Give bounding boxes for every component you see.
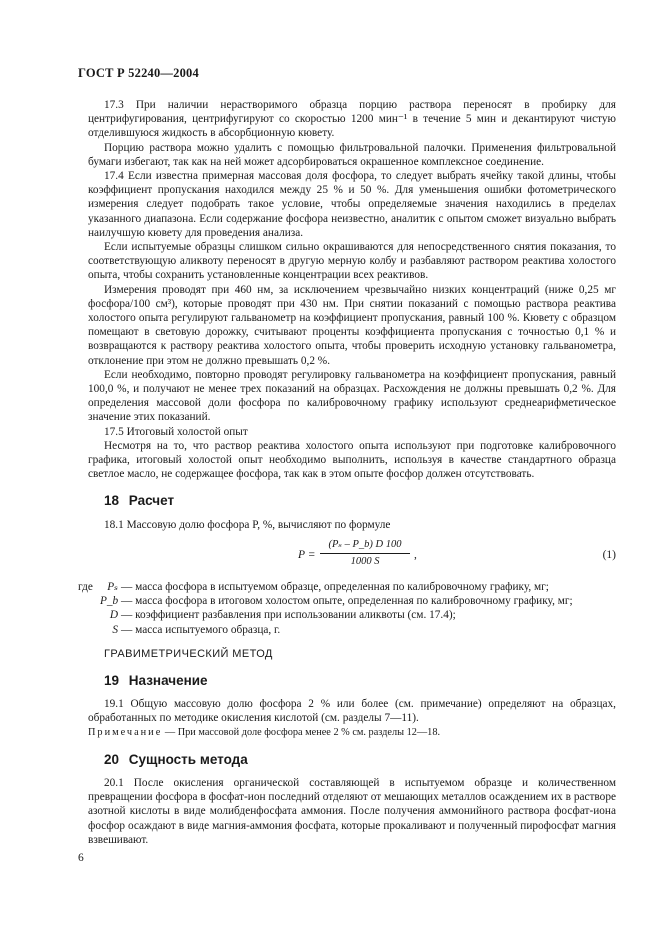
paragraph-17-4: 17.4 Если известна примерная массовая доля фосфора, то следует выбрать ячейку такой длины, чтобы коэффициент пропускания находился между 25 % и 50 %. Для уменьшения ошибки фотометрического измерения следует подобрать такое условие, чтобы определяемые значения находились в пределах указанного диапазона. Если содержание фосфора неизвестно, аналитик с опытом сможет визуально выбрать наилучшую кювету для проведения анализа. [88,170,616,239]
variable-row [78,594,616,608]
section-title: Сущность метода [128,751,248,767]
variable-definitions [78,580,616,637]
variable-description: — масса испытуемого образца, г. [121,623,281,636]
paragraph-filter: Порцию раствора можно удалить с помощью фильтровальной палочки. Применения фильтровальной бумаги избегают, так как на ней может адсорбироваться окрашенное комплексное соединение. [88,141,616,168]
formula-lhs: P = [298,548,316,561]
where-word [78,608,100,622]
method-heading: ГРАВИМЕТРИЧЕСКИЙ МЕТОД [104,647,273,660]
formula-numerator: (Pₛ – P_b) D 100 [320,538,410,554]
paragraph-measurement: Измерения проводят при 460 нм, за исключением чрезвычайно низких концентраций (ниже 0,25 мг фосфора/100 см³), которые проводят при 430 нм. При снятии показаний с помощью раствора реактива холостого опыта регулируют гальванометр на коэффициент пропускания, равный 100 %. Кювету с образцом помещают в световую дорожку, считывают проценты коэффициента пропускания с точностью 0,1 % и возвращаются к раствору реактива холостого опыта, чтобы проверить исходную установку гальванометра, отклонение при этом не должно превышать 0,2 %. [88,283,616,367]
note-label: Примечание [88,726,163,738]
section-number: 20 [104,751,120,767]
variable-description: — масса фосфора в испытуемом образце, определенная по калибровочному графику, мг; [121,580,549,593]
formula-number: (1) [602,548,616,561]
variable-description: — масса фосфора в итоговом холостом опыте, определенная по калибровочному графику, мг; [121,595,573,608]
paragraph-19-1: 19.1 Общую массовую долю фосфора 2 % или более (см. примечание) определяют на образцах, обработанных по методике окисления кислотой (см. разделы 7—11). [88,698,616,725]
paragraph-17-5: 17.5 Итоговый холостой опыт [104,425,248,438]
section-title: Назначение [128,672,208,688]
paragraph-17-3: 17.3 При наличии нерастворимого образца порцию раствора переносят в пробирку для центрифугирования, центрифугируют со скоростью 1200 мин⁻¹ в течение 5 мин и декантируют чистую отделившуюся жидкость в абсорбционную кювету. [88,99,616,140]
formula-fraction [320,538,410,569]
section-19-heading [104,674,616,688]
variable-row [78,623,616,637]
paragraph-final-blank: Несмотря на то, что раствор реактива холостого опыта используют при подготовке калибровочного графика, итоговый холостой опыт необходимо выполнить, используя в качестве стандартного образца светлое масло, не содержащее фосфора, так как в этом опыте фосфор должен отсутствовать. [88,439,616,481]
page-number: 6 [78,852,84,864]
note-text: — При массовой доле фосфора менее 2 % см. разделы 12—18. [162,726,441,738]
where-word [78,594,100,608]
variable-symbol: D [109,609,118,622]
where-word: где [78,580,93,593]
note [88,726,616,740]
variable-row [78,580,616,594]
variable-row [78,608,616,622]
formula-1 [88,536,616,576]
paragraph-repeat: Если необходимо, повторно проводят регулировку гальванометра на коэффициент пропускания, равный 100,0 %, и получают не менее трех показаний на образцах. Расхождения не должны превышать 0,2 %. Для определения массовой доли фосфора по калибровочному графику используют среднеарифметическое значение этих показаний. [88,368,616,424]
section-20-heading [104,753,616,767]
paragraph-20-1: 20.1 После окисления органической составляющей в испытуемом образце и количественном превращении фосфора в фосфат-ион последний отделяют от мешающих металлов осаждением их в растворе азотной кислоты в виде молибденфосфата аммония. После получения аммонийного раствора фосфат-иона фосфор осаждают в виде магния-аммония фосфата, которые прокаливают и полученный пирофосфат магния взвешивают. [88,776,616,846]
section-18-heading [104,494,616,508]
formula-denominator: 1000 S [350,556,380,568]
paragraph-18-1: 18.1 Массовую долю фосфора P, %, вычисляют по формуле [104,518,391,531]
variable-symbol: S [112,623,118,636]
document-body [78,98,616,847]
variable-symbol: Pₛ [107,580,118,593]
document-header: ГОСТ Р 52240—2004 [78,66,199,80]
variable-symbol: P_b [100,595,119,608]
where-word [78,623,100,637]
section-number: 18 [104,493,120,509]
section-number: 19 [104,672,120,688]
formula-comma: , [414,548,417,561]
variable-description: — коэффициент разбавления при использовании аликвоты (см. 17.4); [121,609,456,622]
section-title: Расчет [128,493,175,509]
paragraph-dilution: Если испытуемые образцы слишком сильно окрашиваются для непосредственного снятия показания, то соответствующую аликвоту переносят в другую мерную колбу и разбавляют раствором реактива холостого опыта, чтобы сохранить установленные концентрации всех реактивов. [88,241,616,282]
